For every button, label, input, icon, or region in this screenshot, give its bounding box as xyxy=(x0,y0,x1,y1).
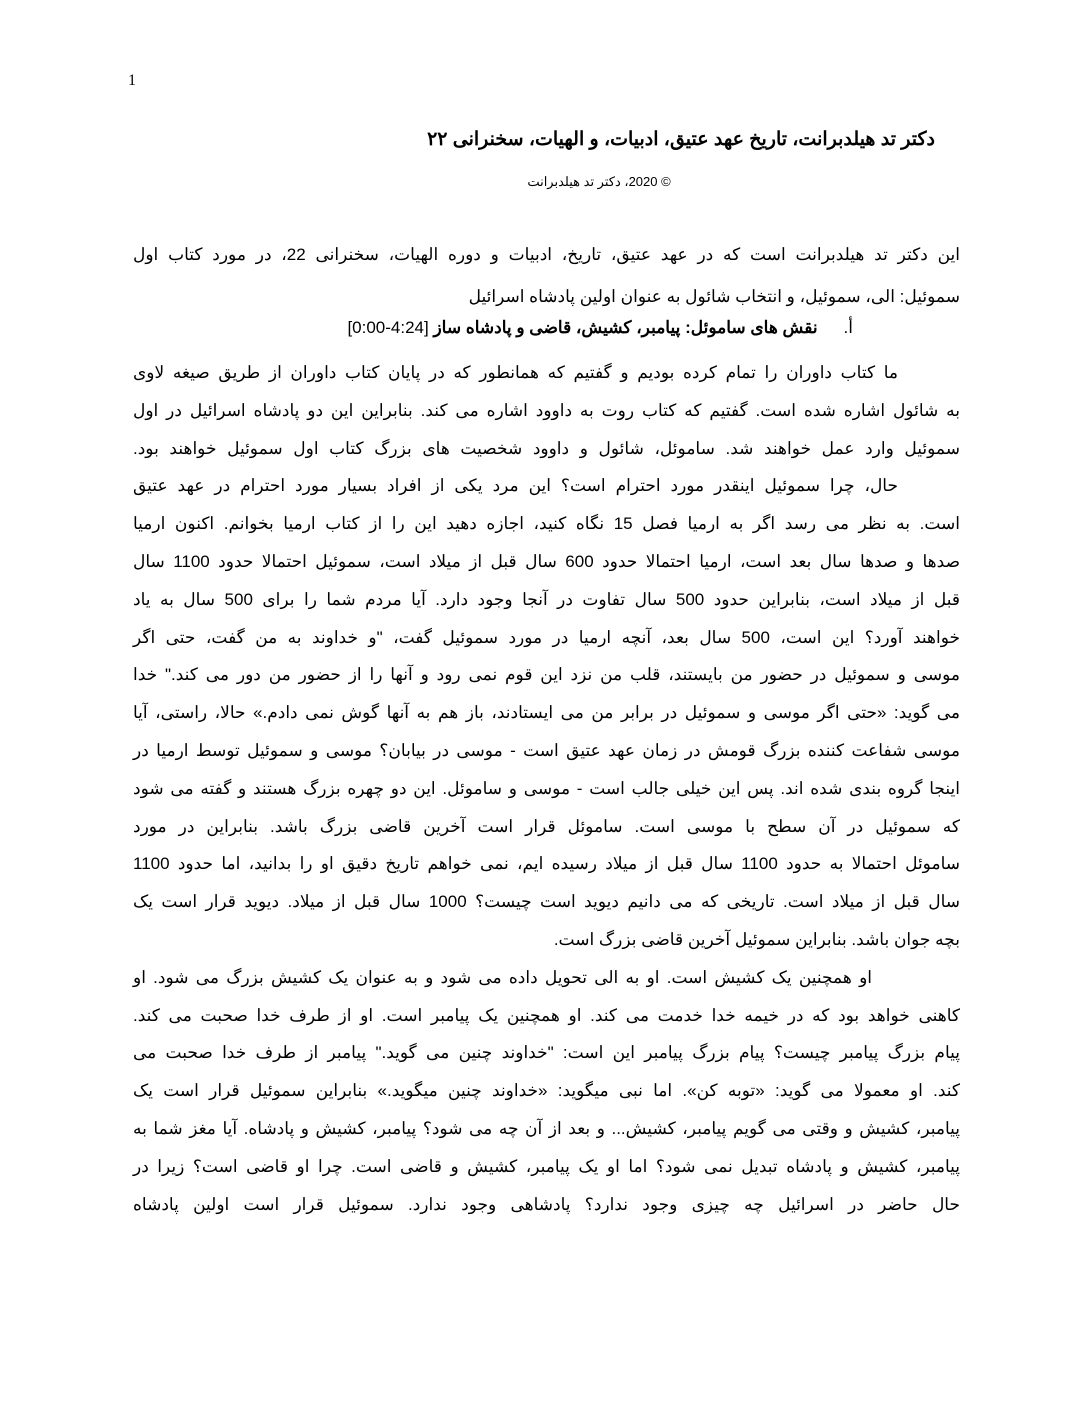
text-line: می گوید: «حتی اگر موسی و سموئیل در برابر من می ایستادند، باز هم به آنها گوش نمی دادم.» حالا، راستی، آیا xyxy=(133,703,960,723)
text-line: موسی و سموئیل در حضور من بایستند، قلب من نزد این قوم نمی رود و آنها را از حضور من دور می کند." خدا xyxy=(133,665,960,685)
text-line: کند. او معمولا می گوید: «توبه کن». اما نبی میگوید: «خداوند چنین میگوید.» بنابراین سموئیل قرار است یک xyxy=(133,1081,960,1101)
text-line: پیام بزرگ پیامبر چیست؟ پیام بزرگ پیامبر این است: "خداوند چنین می گوید." پیامبر از طرف خدا صحبت می xyxy=(133,1043,960,1063)
text-line: ما کتاب داوران را تمام کرده بودیم و گفتیم که همانطور که در پایان کتاب داوران از طریق صیغه لاوی xyxy=(133,363,898,382)
text-line: که سموئیل در آن سطح با موسی است. ساموئل قرار است آخرین قاضی بزرگ باشد. بنابراین در مورد xyxy=(133,816,960,836)
text-line: قبل از میلاد است، بنابراین حدود 500 سال تفاوت در آنجا وجود دارد. آیا مردم شما را برای 500 سال به یاد xyxy=(133,589,960,609)
text-line: است. به نظر می رسد اگر به ارمیا فصل 15 نگاه کنید، اجازه دهید این را از کتاب ارمیا بخوانم. اکنون ارمیا xyxy=(133,514,960,534)
copyright-line: © 2020، دکتر تد هیلدبرانت xyxy=(527,174,671,189)
text-line: پیامبر، کشیش و پادشاه تبدیل نمی شود؟ اما او یک پیامبر، کشیش و قاضی است. چرا او قاضی است؟ زیرا در xyxy=(133,1156,960,1176)
text-line: بچه جوان باشد. بنابراین سموئیل آخرین قاضی بزرگ است. xyxy=(553,929,960,949)
text-line: سموئیل وارد عمل خواهند شد. ساموئل، شائول و داوود شخصیت های بزرگ کتاب اول سموئیل خواهند بود. xyxy=(133,438,960,458)
list-marker: أ. xyxy=(843,318,853,337)
text-line: خواهند آورد؟ این است، 500 سال بعد، آنچه ارمیا در مورد سموئیل گفت، "و خداوند به من گفت، حتی اگر xyxy=(133,627,960,647)
text-line: اینجا گروه بندی شده اند. پس این خیلی جالب است - موسی و ساموئل. این دو چهره بزرگ هستند و گفته می شود xyxy=(133,778,960,798)
text-line: سال قبل از میلاد است. تاریخی که می دانیم دیوید است چیست؟ 1000 سال قبل از میلاد. دیوید قرار است یک xyxy=(133,892,960,912)
text-line: به شائول اشاره شده است. گفتیم که کتاب روت به داوود اشاره می کند. بنابراین این دو پادشاه اسرائیل در اول xyxy=(133,400,960,420)
body-text xyxy=(133,354,960,1223)
section-heading xyxy=(347,318,853,338)
document-title: دکتر تد هیلدبرانت، تاریخ عهد عتیق، ادبیات، و الهیات، سخنرانی ۲۲ xyxy=(427,129,935,150)
page-number: 1 xyxy=(128,72,136,89)
text-line: پیامبر، کشیش و وقتی می گویم پیامبر، کشیش... و بعد از آن چه می شود؟ پیامبر، کشیش و پادشاه. آیا مغز شما به xyxy=(133,1118,960,1138)
section-heading-title: نقش های ساموئل: پیامبر، کشیش، قاضی و پادشاه ساز xyxy=(433,318,818,337)
text-line: سموئیل: الی، سموئیل، و انتخاب شائول به عنوان اولین پادشاه اسرائیل xyxy=(468,287,960,306)
text-line: صدها و صدها سال بعد است، ارمیا احتمالا حدود 600 سال قبل از میلاد است، سموئیل احتمالا حدود 1100 سال xyxy=(133,551,961,571)
text-line: ساموئل احتمالا به حدود 1100 سال قبل از میلاد رسیده ایم، نمی خواهم تاریخ دقیق او را بدانید، اما حدود 1100 xyxy=(133,854,960,874)
text-line: حال، چرا سموئیل اینقدر مورد احترام است؟ این مرد یکی از افراد بسیار مورد احترام در عهد عتیق xyxy=(133,476,898,496)
text-line: این دکتر تد هیلدبرانت است که در عهد عتیق، تاریخ، ادبیات و دوره الهیات، سخنرانی 22، در مورد کتاب اول xyxy=(133,245,960,264)
text-line: حال حاضر در اسرائیل چه چیزی وجود ندارد؟ پادشاهی وجود ندارد. سموئیل قرار است اولین پادشاه xyxy=(133,1194,960,1214)
intro-paragraph xyxy=(133,234,960,318)
text-line: موسی شفاعت کننده بزرگ قومش در زمان عهد عتیق است - موسی در بیابان؟ موسی و سموئیل توسط ارمیا در xyxy=(133,740,960,760)
text-line: او همچنین یک کشیش است. او به الی تحویل داده می شود و به عنوان یک کشیش بزرگ می شود. او xyxy=(133,967,872,987)
timestamp: [0:00-4:24] xyxy=(347,318,429,337)
text-line: کاهنی خواهد بود که در خیمه خدا خدمت می کند. او همچنین یک پیامبر است. او از طرف خدا صحبت می کند. xyxy=(133,1005,960,1025)
